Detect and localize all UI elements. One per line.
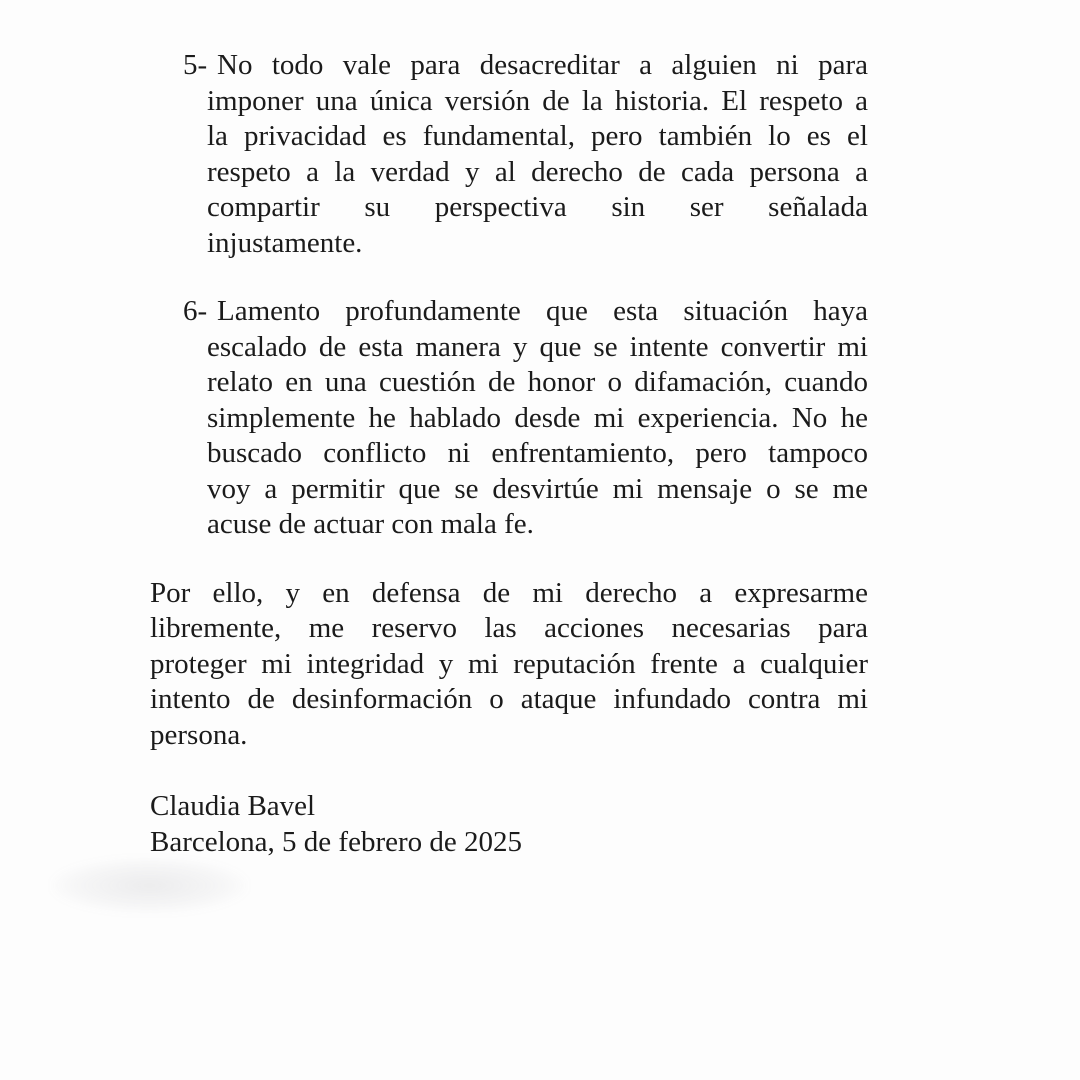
text-line: Por ello, y en defensa de mi derecho a expresarme	[150, 576, 868, 609]
paragraph-item-6	[150, 294, 868, 543]
text-line: No todo vale para desacreditar a alguien ni para	[217, 49, 868, 81]
text-line: la privacidad es fundamental, pero también lo es el	[207, 120, 868, 152]
closing-paragraph	[150, 576, 868, 754]
text-line: persona.	[150, 718, 248, 751]
statement-text	[150, 48, 868, 860]
text-line: escalado de esta manera y que se intente convertir mi	[207, 330, 868, 363]
text-line: injustamente.	[207, 226, 363, 259]
text-line: compartir su perspectiva sin ser señalada	[207, 191, 868, 223]
text-line: libremente, me reservo las acciones necesarias para	[150, 612, 868, 644]
item-6-body	[207, 294, 868, 543]
text-line: respeto a la verdad y al derecho de cada persona a	[207, 155, 868, 188]
item-5-body	[207, 48, 868, 261]
text-line: proteger mi integridad y mi reputación frente a cualquier	[150, 647, 868, 680]
text-line: relato en una cuestión de honor o difamación, cuando	[207, 366, 868, 398]
signature-block	[150, 789, 868, 860]
text-line: simplemente he hablado desde mi experiencia. No he	[207, 401, 868, 434]
signature-place-date: Barcelona, 5 de febrero de 2025	[150, 825, 523, 858]
text-line: voy a permitir que se desvirtúe mi mensaje o se me	[207, 472, 868, 505]
item-6-number: 6-	[183, 295, 208, 327]
text-line: imponer una única versión de la historia. El respeto a	[207, 84, 868, 117]
text-line: acuse de actuar con mala fe.	[207, 508, 534, 540]
paragraph-item-5	[150, 48, 868, 261]
item-5-number: 5-	[183, 49, 208, 81]
text-line: buscado conflicto ni enfrentamiento, pero tampoco	[207, 437, 868, 469]
text-line: Lamento profundamente que esta situación haya	[217, 295, 868, 327]
signature-name: Claudia Bavel	[150, 790, 316, 822]
text-line: intento de desinformación o ataque infundado contra mi	[150, 683, 868, 715]
faint-ink-smudge	[52, 858, 247, 913]
